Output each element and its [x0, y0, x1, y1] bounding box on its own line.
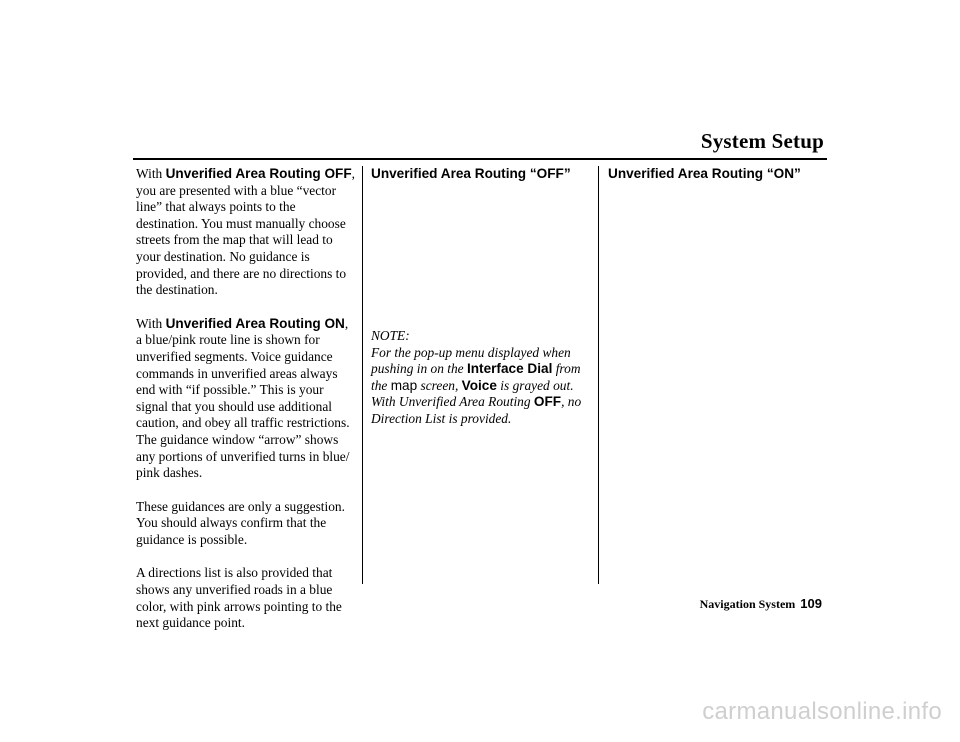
paragraph-suggestion: These guidances are only a suggestion. You should always confirm that the guidance is possible. — [136, 498, 345, 547]
note-text-4: is grayed out. With Unverified Area Routing — [371, 377, 574, 410]
term-voice: Voice — [461, 377, 497, 393]
routing-on-heading: Unverified Area Routing “ON” — [608, 166, 801, 181]
page-title: System Setup — [700, 129, 824, 153]
note-text — [371, 345, 595, 428]
right-column — [608, 166, 826, 183]
note-text-3: screen, — [417, 377, 462, 393]
page-footer — [700, 596, 822, 612]
paragraph-directions-list: A directions list is also provided that shows any unverified roads in a blue color, with pink arrows pointing to the next guidance point. — [136, 565, 342, 631]
paragraph-routing-off-pre: With — [136, 166, 166, 181]
page-number: 109 — [800, 596, 822, 611]
term-routing-off: Unverified Area Routing OFF — [165, 166, 352, 181]
note-text-2: from the — [371, 361, 581, 393]
column-divider-left — [362, 166, 363, 584]
note-text-5: , no Direction List is provided. — [371, 394, 582, 426]
column-divider-right — [598, 166, 599, 584]
watermark: carmanualsonline.info — [702, 698, 942, 725]
note-text-1: For the pop-up menu displayed when pushing in on the — [371, 344, 571, 377]
footer-section: Navigation System — [699, 597, 796, 611]
left-column — [136, 166, 356, 632]
term-off: OFF — [533, 394, 562, 410]
paragraph-routing-on — [136, 316, 356, 482]
paragraph-routing-off — [136, 166, 356, 299]
header-rule — [133, 158, 827, 160]
paragraph-routing-off-body: , you are presented with a blue “vector line” that always points to the destination. You must manually choose streets from the map that will lead to your destination. No guidance is provided, and there are no directions to the destination. — [136, 166, 355, 298]
term-interface-dial: Interface Dial — [466, 361, 553, 377]
middle-column — [371, 166, 591, 183]
routing-off-heading: Unverified Area Routing “OFF” — [371, 166, 571, 181]
paragraph-routing-on-pre: With — [136, 315, 166, 331]
note-label: NOTE: — [371, 328, 410, 343]
note-block — [371, 328, 595, 428]
paragraph-routing-on-body: , a blue/pink route line is shown for unverified segments. Voice guidance commands in unverified areas always end with “if possible.” This is your signal that you should use additional caution, and obey all traffic restrictions. The guidance window “arrow” shows any portions of unverified turns in blue/ pink dashes. — [136, 315, 350, 481]
term-routing-on: Unverified Area Routing ON — [165, 315, 345, 331]
term-map: map — [390, 377, 418, 393]
